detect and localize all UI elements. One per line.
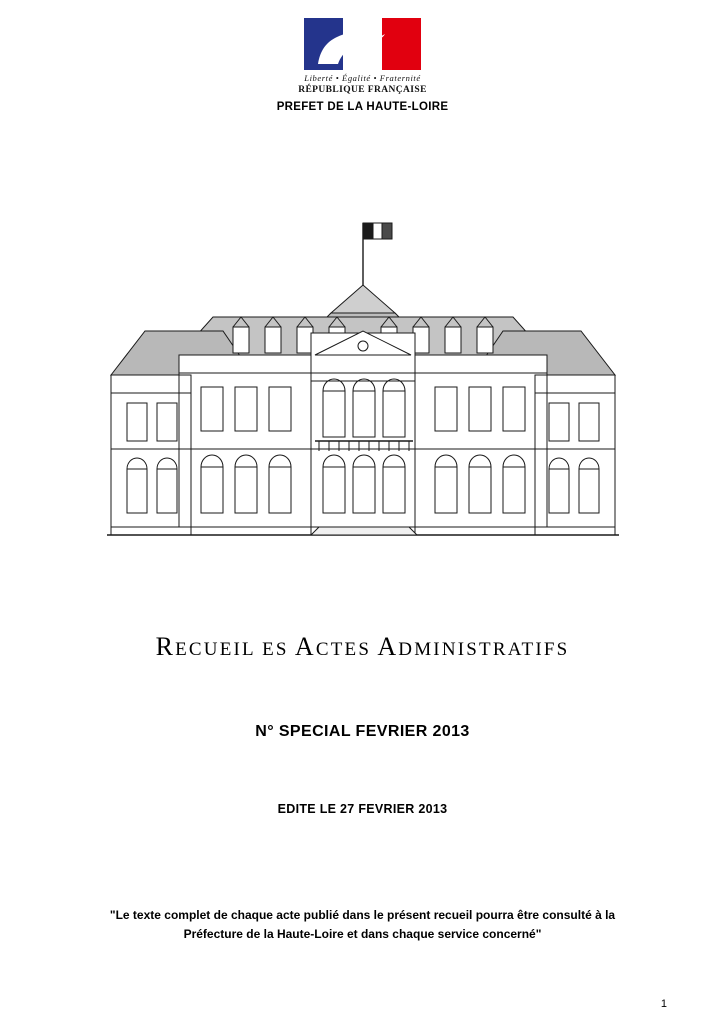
issue-number: N° SPECIAL FEVRIER 2013 [255, 723, 470, 740]
prefecture-building-illustration [83, 205, 643, 545]
page-title [0, 632, 725, 662]
title-word3-rest: CTES [315, 639, 372, 660]
consultation-note-line1: "Le texte complet de chaque acte publié dans le présent recueil pourra être consulté à la [109, 908, 616, 922]
french-flag-marianne-icon [304, 18, 422, 70]
title-word2: ES [262, 639, 289, 660]
consultation-note [60, 906, 665, 943]
prefecture-heading: PREFET DE LA HAUTE-LOIRE [276, 101, 449, 113]
page-number: 1 [660, 998, 667, 1010]
republic-emblem-block [0, 18, 725, 95]
title-word4-rest: DMINISTRATIFS [398, 639, 570, 660]
consultation-note-line2: Préfecture de la Haute-Loire et dans chaque service concerné" [183, 926, 542, 941]
republic-motto: Liberté • Égalité • Fraternité [304, 73, 421, 83]
title-word3-initial: A [294, 632, 316, 661]
republic-name: RÉPUBLIQUE FRANÇAISE [298, 85, 427, 95]
title-word1-initial: R [155, 632, 176, 661]
title-word4-initial: A [377, 632, 399, 661]
edition-date: EDITE LE 27 FEVRIER 2013 [277, 802, 448, 816]
title-word1-rest: ECUEIL [175, 639, 256, 660]
